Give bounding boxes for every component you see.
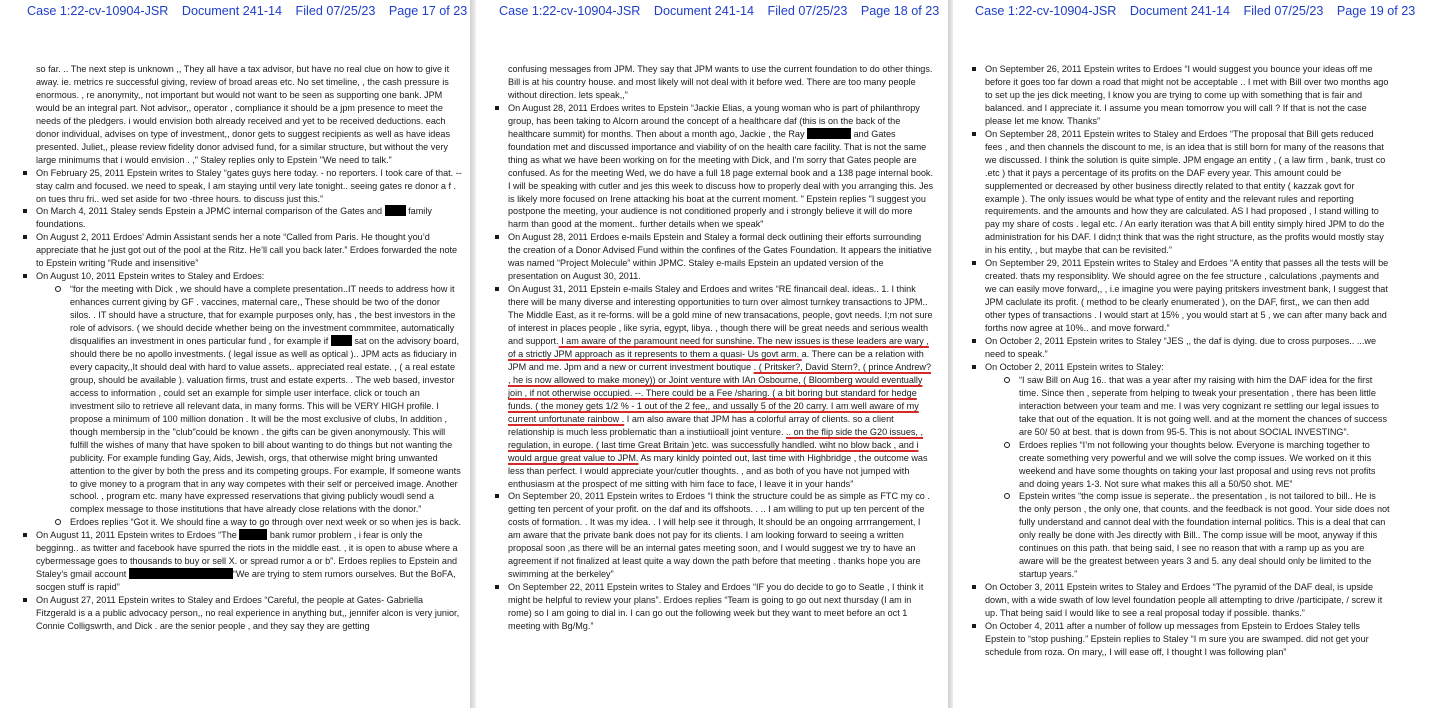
list-item: On September 26, 2011 Epstein writes to Erdoes “I would suggest you bounce your ideas off me before it goes too far down a road that might not be acceptable .. I met with Bill over two months ago to set up the jes dick meeting, I know you are trying to come up with something that is fair and balanced. and I appreciate it. I assume you mean tomorrow you will call ? If that is not the case please let me know. Thanks” [985,64,1389,126]
text-span: a. There can be a relation with JPM and me. Jpm and a new or current investment boutique [508,348,924,372]
bullet-list [985,63,1390,659]
text-span: On October 2, 2011 Epstein writes to Staley: [985,361,1164,372]
sub-list-item: “I saw Bill on Aug 16.. that was a year after my raising with him the DAF idea for the first time. Since then , seperate from helping to tweak your presentation , there has been little interaction between your team and me. I was very cognizant re settling our legal issues to take that out of the equation. It is not going well. and at the moment the chances of success are 50/ 50 at best. that is down from 95-5. This is not about SOCIAL INVESTING”. [1019,374,1390,439]
text-span: bank rumor problem , i fear is only the begginng.. as twitter and facebook have spurred the riots in the middle east. , it is open to abuse where a cybermessage goes to thousands to buy or sell X. or spread rumor a or b”. Erdoes replies to Epstein and Staley’s gmail account [36,530,458,580]
page-number: Page 17 of 23 [388,4,468,18]
list-item: On September 22, 2011 Epstein writes to Staley and Erdoes “IF you do decide to go to Seatle , I think it might be helpful to review your plans”. Erdoes replies “Team is going to go out next thursday (I am in rome) so I am going to dial in. I can go out the following week but they want to meet before an oct 1 meeting with Bg/Mg.” [508,581,934,633]
page-number: Page 18 of 23 [860,4,940,18]
document-page-17 [0,0,470,708]
sub-list-item: Erdoes replies “I’m not following your thoughts below. Everyone is marching together to create something very powerful and we will solve the comp issues. We worked on it this weekend and have some thoughts on taking your last proposal and using revs not profits and doing years 1-3. Not sure what makes this all a 50/50 shot. ME” [1019,439,1390,491]
list-item [36,205,462,231]
list-item: On August 28, 2011 Erdoes e-mails Epstein and Staley a formal deck outlining their efforts surrounding the creation of a Donor Advised Fund within the confines of the Gates Foundation. It appears the initiative was named “Project Molecule” within JPMC. Staley e-mails Epstein an updated version of the presentation on August 30, 2011. [508,231,934,283]
continued-paragraph: so far. .. The next step is unknown ,, They all have a tax advisor, but have no real clue on how to give it away. ie. metrics re successful giving, review of broad areas etc. No set timeline, , the cash pressure is enormous. , re anonymity,, not important but would not want to be seen as supporting one bank. JPM would be an integral part. Not advisor,, operator , compliance it should be a jpm presence to meet the needs of the pledgers. i would envision both already received and yet to be received deductions. each donor individual, advises on type of investment,, donor gets to suggest recipients as well as have ideas presented. Juliet,, please review fidelity donor advised fund, for a similar structure, but without the very large minimums that i would envision . ," Staley replies only to Epstein "We need to talk." [36,64,451,165]
document-number: Document 241-14 [1129,4,1231,18]
underlined-text: .. on the flip side the G20 issues, , regulation, in europe. ( last time Great Britain )etc. was successfully handled. wiht no blow back , and i would argue great value to JPM. [508,426,924,463]
list-item: On October 2, 2011 Epstein writes to Staley “JES ,, the daf is dying. due to cross purposes.. ...we need to speak.” [985,335,1390,361]
text-span: “for the meeting with Dick , we should have a complete presentation..IT needs to address how it enhances current giving by GF . vaccines, maternal care,, These should be two of the donor silos. . IT should have a structure, that for example purposes only, has , the best investors in the role of advisors. ( we should decide whether being on the investment commmitee, automatically disqualifies an investment in ones particular fund , for example if [70,284,456,347]
document-page-18 [476,0,948,708]
case-number: Case 1:22-cv-10904-JSR [975,4,1117,18]
text-span: On August 31, 2011 Epstein e-mails Staley and Erdoes and writes “RE financail deal. ideas.. 1. I think there will be many diverse and interesting opportunities to turn over almost turnkey transactions to JPM.. The Middle East, as it re-forms. will be a gold mine of new transacations, people, govt needs. I;m not sure of interest in places people , like syria, egypt, libya. , though there will be great needs and serious wealth and support. [508,284,933,347]
redaction-box [385,205,406,216]
sub-list-item [70,283,462,516]
list-item: On October 3, 2011 Epstein writes to Staley and Erdoes “The pyramid of the DAF deal, is upside down, with a wide swath of low level foundation people all attempting to drive /participate, / screw it up. That being said I would like to see a real proposal today if possible. thanks.” [985,581,1390,620]
list-item: On August 2, 2011 Erdoes’ Admin Assistant sends her a note “Called from Paris. He thought you’d appreciate that he just got out of the pool at the Ritz. He’ll call you back later.” Erdoes forwarded the note to Epstein writing “Rude and insensitive” [36,231,462,270]
page-body [508,63,934,708]
page-header [499,4,948,18]
text-span: On August 28, 2011 Erdoes writes to Epstein “Jackie Elias, a young woman who is part of philanthropy group, has been taking to Alcorn around the concept of a healthcare daf (this is on the back of the healthcare summit) for months. Then about a month ago, Jackie , the Ray [508,102,920,139]
underlined-text: I am aware of the paramount need for sunshine. The new issues is these leaders are wary , of a strictly JPM approach as it represents to them a quasi- Us govt arm. [508,336,929,359]
list-item [508,102,934,232]
document-number: Document 241-14 [181,4,283,18]
document-number: Document 241-14 [653,4,755,18]
sub-list [1019,374,1390,581]
list-item: On August 27, 2011 Epstein writes to Staley and Erdoes “Careful, the people at Gates- Gabriella Fitzgerald is a a public advocacy person,, no real experience in anything but,, jennifer alcon is very junior, Connie Colligswrth, and Dick . are the senior people , and they say they are getting [36,594,462,633]
text-span: sat on the advisory board, should there be no apollo investments. ( legal issue as well as optical ).. JPM acts as fiduciary in every capacity,,It should deal with hard to value assets.. appreciated real estate. , ( a real estate group, should be available ). valuation firms, trust and estate experts. . The web based, investor access to information , could set an example for simple user interface. click or touch an investment silo to retrieve all relevant data, in many forms. This will be VERY HIGH profile. I propose a minimum of 100 million donation . It will be the most exclusive of clubs, In addition , though membersip in the "club"could be known . the gifts can be given anonymously. This will fulfill the wishes of many that have spoken to bill about wanting to do things but not wanting the publicity. For example funding Gay, Aids, Jewish, orgs, that otherwise might bring unwanted attention to the giver by both the press and its competing groups. For example, If someone wants to give money to a program that in any way competes with their self or perceived image. Another school. , program etc. many have expressed reservations that giving publicly woudl send a complex message to those institutions that have already close relations with the donor.” [70,336,461,515]
filed-date: Filed 07/25/23 [1243,4,1324,18]
list-item: On October 4, 2011 after a number of follow up messages from Epstein to Erdoes Staley tells Epstein to “stop pushing.” Epstein replies to Staley “I m sure you are swamped. did not get your schedule from roza. On mary,, I will ease off, I thought I was following plan” [985,620,1390,659]
continued-paragraph: confusing messages from JPM. They say that JPM wants to use the current foundation to do other things. Bill is at his country house. and most likely will not deal with it before wed. There are too many people without direction. lets speak,,” [508,64,933,100]
text-span: On August 10, 2011 Epstein writes to Staley and Erdoes: [36,271,265,282]
text-span: I am also aware that JPM has a colorful array of clients. so a client relationship is much less problematic than a instiutiioall joint venture. [508,413,894,437]
list-item: On September 28, 2011 Epstein writes to Staley and Erdoes “The proposal that Bill gets reduced fees , and then channels the discount to me, is an idea that is still born for many of the reasons that we discussed. I think the solution is quite simple. JPM engage an entity , ( a law firm , bank, trust co .etc ) that it pays a percentage of its profits on the DAF every year. This amount could be supplemented or decreased by other business directly related to that entity ( kazzak govt for example ). The only issues would be what type of entity and the relevant rules and reporting requirements. and the amounts and how they are calculated. AS I had proposed , I stand willing to pay my share of costs . legal etc. / An early iteration was that A bill entity simply hired JPM to do the administration for his DAF. I didn;t think that was the right structure, as the profits would mostly stay in his entity, , but maybe that can be revisited.” [985,128,1390,258]
list-item [508,283,934,490]
bullet-list [36,167,462,633]
page-body [985,63,1390,708]
text-span: “We are trying to stem rumors ourselves. But the BoFA, socgen stuff is rapid” [36,569,456,593]
underlined-text: . ( Pritsker?, David Stern?, ( prince Andrew? , he is now allowed to make money)) or Joint venture with IAn Osbourne, ( Bloomberg would eventually join , if not otherwise occupied. --. There could be a Fee /sharing. ( a bit boring but standard for hedge funds. ( the money gets 1/2 % - 1 out of the 2 fee,, and ussally 5 of the 20 carry. I am well aware of my current unfortunate rainbow . [508,361,932,424]
page-header [975,4,1456,18]
redaction-box [239,529,267,540]
page-header [27,4,470,18]
list-item: On February 25, 2011 Epstein writes to Staley “gates guys here today. - no reporters. I took care of that. -- stay calm and focused. we need to speak, I am staying until very late tonight.. seeing gates re donor a f . on tues thru fri.. wed set aside for two -three hours. to discuss just this.” [36,167,462,204]
sub-list [70,283,462,529]
text-span: and Gates foundation met and discussed importance and viability of on the health care facility. That is not the same thing as what we have been working on for the meeting with Dick, and I'm sorry that Gates people are confused. As for the meeting Wed, we do have a full 18 page external book and a 138 page internal book. I will be speaking with cutler and jes this week to discuss how to properly deal with you arranging this. Jes is likely more focused on Irene attacking his boat at the current moment. " Epstein replies "I suggest you postpone the meeting, your audience is not conditioned properly and i strongly believe it will do more harm than good at the moment.. further details when we speak" [508,128,934,230]
list-item: On September 29, 2011 Epstein writes to Staley and Erdoes “A entity that passes all the tests will be created. thats my responsiblity. We should agree on the fee structure , calculations ,payments and we can easily move forward,, , i.e imagine you were paying pritskers investment bank, I suggest that JPM caclulate its profit. ( method to be clearly enumerated ), on the DAF, first,, we can then add other types of transactions . I would start at 15% , you would start at 5 , we can after many back and forths now agree at 10%.. and move forward.” [985,258,1389,334]
page-number: Page 19 of 23 [1336,4,1416,18]
case-number: Case 1:22-cv-10904-JSR [27,4,169,18]
document-page-19 [953,0,1456,708]
case-number: Case 1:22-cv-10904-JSR [499,4,641,18]
list-item [985,361,1390,581]
redaction-box [807,128,851,139]
sub-list-item: Erdoes replies “Got it. We should fine a way to go through over next week or so when jes is back. [70,517,462,528]
text-span: family foundations. [36,206,432,230]
list-item [36,529,462,594]
redaction-box [331,335,352,346]
sub-list-item: Epstein writes “the comp issue is seperate.. the presentation , is not tailored to bill.. He is the only person , the only one, that counts. and the feedback is not good. Your side does not fully understand and cannot deal with the foundation internal politics. This is a deal that can only really be done with Jes directly with Bill.. The comp issue will be moot, anyway if this continues on this path. that being said, I see no reason that with a ramp up as you are aware will be the greatest between years 3 and 5. any deal should only be limited to the startup years.” [1019,491,1390,580]
filed-date: Filed 07/25/23 [767,4,848,18]
text-span: As mary kinldy pointed out, last time with Highbridge , the outcome was less than perfect. I would appreciate your/cutler thoughts. , and as both of you have not jumped with enthusiasm at the prospect of me sitting with him face to face, I leave it in your hands” [508,452,928,489]
list-item: On September 20, 2011 Epstein writes to Erdoes “I think the structure could be as simple as FTC my co . getting ten percent of your profit. on the daf and its offshoots. . .. I am willing to put up ten percent of the costs of formation. . It was my idea. . I will help see it through, It should be an ongoing arrrrangement, I am aware that the private bank does not pay for its clients. I am looking forward to seeing a written proposal soon ,as there will be an internal gates meeting soon, and I would suggest we try to have an agreement if not finalized at least quite a way down the path before that meeting . thanks hope you are swimming at the berkeley” [508,490,934,581]
text-span: On March 4, 2011 Staley sends Epstein a JPMC internal comparison of the Gates and [36,206,385,217]
bullet-list [508,102,934,633]
text-span: On August 11, 2011 Epstein writes to Erdoes “The [36,530,240,541]
list-item [36,270,462,529]
filed-date: Filed 07/25/23 [295,4,376,18]
redaction-box [129,568,233,579]
page-body [36,63,462,708]
